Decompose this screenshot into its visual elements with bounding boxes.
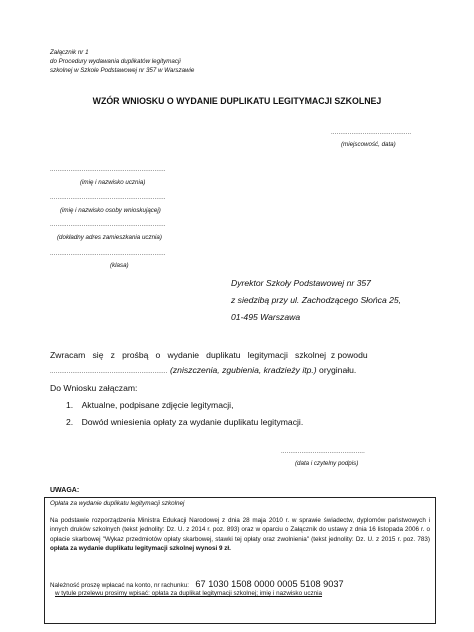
- attachment-item-1: [66, 400, 233, 410]
- notice-box: [44, 497, 436, 624]
- attachment-line-1: Załącznik nr 1: [50, 49, 89, 56]
- signature-dots: .............................................: [281, 449, 366, 455]
- attachment-item-text: Dowód wniesienia opłaty za wydanie duplikatu legitymacji.: [81, 417, 304, 427]
- applicant-name-dots: ..............................................................: [50, 195, 166, 201]
- legal-basis-text: Na podstawie rozporządzenia Ministra Edukacji Narodowej z dnia 28 maja 2010 r. w sprawie świadectw, dyplomów państwowych i innych druków szkolnych (tekst jednolity: Dz. U. z 2014 r. poz. 893) oraz w oparciu o Załącznik do ustawy z dnia 16 listopada 2006 r. o opłacie skarbowej "Wykaz przedmiotów opłaty skarbowej, stawki tej opłaty oraz zwolnienia" (tekst jednolity: Dz. U. z 2015 r. poz. 783): [50, 517, 430, 543]
- transfer-title: w tytule przelewu prosimy wpisać: opłata za duplikat legitymacji szkolnej; imię i nazwisko ucznia: [55, 590, 323, 597]
- address-label: (dokładny adres zamieszkania ucznia): [57, 234, 162, 241]
- attachment-line-2: do Procedury wydawania duplikatów legitymacji: [50, 58, 181, 65]
- request-text-line-1: Zwracam się z prośbą o wydanie duplikatu legitymacji szkolnej z powodu: [50, 350, 368, 360]
- account-label: Należność proszę wpłacać na konto, nr rachunku:: [50, 582, 189, 589]
- address-dots: ..............................................................: [50, 222, 166, 228]
- fee-amount-text: opłata za wydanie duplikatu legitymacji szkolnej wynosi 9 zł.: [50, 544, 231, 552]
- attachment-line-3: szkolnej w Szkole Podstawowej nr 357 w Warszawie: [50, 67, 195, 74]
- attachments-heading: Do Wniosku załączam:: [50, 383, 138, 393]
- attachment-item-2: [66, 417, 303, 427]
- attachment-item-number: 2.: [66, 417, 74, 427]
- class-label: (klasa): [110, 262, 129, 269]
- reason-dots: ...............................................................: [50, 369, 168, 375]
- addressee-line-3: 01-495 Warszawa: [231, 312, 301, 322]
- notice-subheading: Opłata za wydanie duplikatu legitymacji szkolnej: [50, 500, 185, 507]
- applicant-name-label: (imię i nazwisko osoby wnioskującej): [60, 207, 161, 214]
- class-dots: ..............................................................: [50, 251, 166, 257]
- request-end: oryginału.: [319, 365, 357, 375]
- document-title: WZÓR WNIOSKU O WYDANIE DUPLIKATU LEGITYMACJI SZKOLNEJ: [92, 96, 382, 106]
- addressee-line-2: z siedzibą przy ul. Zachodzącego Słońca 25,: [231, 295, 402, 305]
- signature-label: (data i czytelny podpis): [295, 460, 359, 467]
- attachment-item-text: Aktualne, podpisane zdjęcie legitymacji,: [81, 400, 234, 410]
- account-number: 67 1030 1508 0000 0005 5108 9037: [195, 579, 344, 589]
- place-date-dots: ...........................................: [331, 130, 412, 136]
- notice-heading: UWAGA:: [50, 487, 80, 494]
- place-date-label: (miejscowość, data): [341, 141, 396, 148]
- reason-hint: (zniszczenia, zgubienia, kradzieży itp.): [170, 365, 317, 375]
- student-name-dots: ..............................................................: [50, 167, 166, 173]
- student-name-label: (imię i nazwisko ucznia): [80, 179, 146, 186]
- addressee-line-1: Dyrektor Szkoły Podstawowej nr 357: [231, 278, 371, 288]
- notice-paragraph: [50, 516, 430, 553]
- request-text-line-2: [50, 365, 356, 375]
- attachment-item-number: 1.: [66, 400, 74, 410]
